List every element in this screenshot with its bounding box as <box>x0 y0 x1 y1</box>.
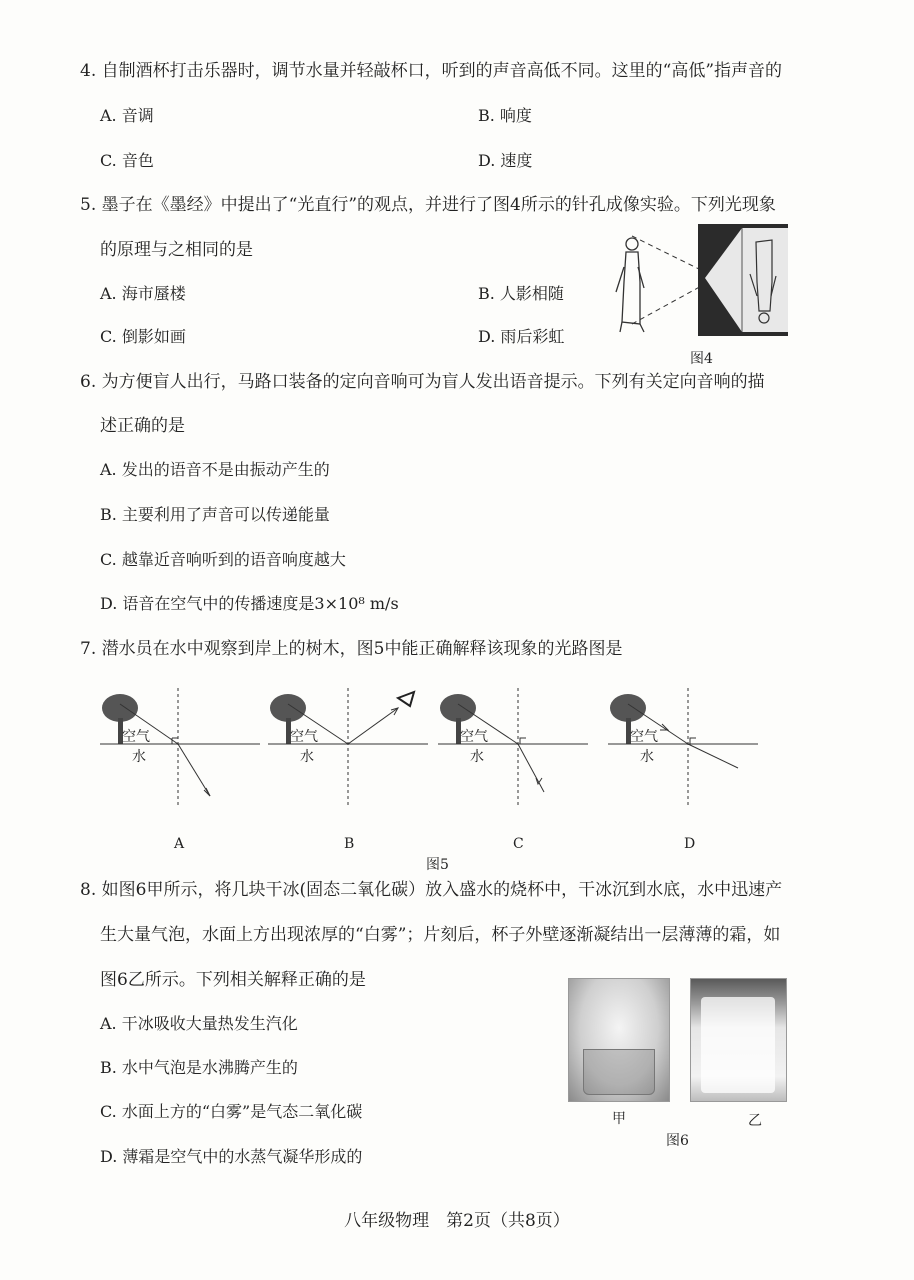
q5-option-a[interactable]: A. 海市蜃楼 <box>100 284 186 303</box>
diagram-d-letter: D <box>684 836 696 852</box>
diagram-a <box>100 688 260 818</box>
q6-stem-line1: 6. 为方便盲人出行，马路口装备的定向音响可为盲人发出语音提示。下列有关定向音响的描 <box>80 372 765 392</box>
q4-option-d[interactable]: D. 速度 <box>478 151 533 170</box>
q4-option-a[interactable]: A. 音调 <box>100 106 154 125</box>
q8-option-d[interactable]: D. 薄霜是空气中的水蒸气凝华形成的 <box>100 1147 363 1166</box>
photo-yi-label: 乙 <box>748 1113 762 1129</box>
q4-stem: 4. 自制酒杯打击乐器时，调节水量并轻敲杯口，听到的声音高低不同。这里的“高低”指声音的 <box>80 61 783 81</box>
diagram-b-letter: B <box>344 836 355 852</box>
q5-option-d[interactable]: D. 雨后彩虹 <box>478 327 565 346</box>
q6-option-d[interactable]: D. 语音在空气中的传播速度是3×10⁸ m/s <box>100 594 399 613</box>
q5-stem-line1: 5. 墨子在《墨经》中提出了“光直行”的观点，并进行了图4所示的针孔成像实验。下列光现象 <box>80 195 776 215</box>
q6-option-b[interactable]: B. 主要利用了声音可以传递能量 <box>100 505 330 524</box>
q4-option-b[interactable]: B. 响度 <box>478 106 532 125</box>
diagram-d <box>608 688 768 818</box>
q6-option-a[interactable]: A. 发出的语音不是由振动产生的 <box>100 460 330 479</box>
q8-option-c[interactable]: C. 水面上方的“白雾”是气态二氧化碳 <box>100 1102 363 1121</box>
water-label: 水 <box>640 749 654 765</box>
q8-option-a[interactable]: A. 干冰吸收大量热发生汽化 <box>100 1014 298 1033</box>
q8-stem-line3: 图6乙所示。下列相关解释正确的是 <box>100 970 366 990</box>
water-label: 水 <box>470 749 484 765</box>
photo-jia-label: 甲 <box>612 1111 626 1127</box>
q5-option-c[interactable]: C. 倒影如画 <box>100 327 186 346</box>
water-label: 水 <box>132 749 146 765</box>
air-label: 空气 <box>290 729 318 745</box>
q5-option-b[interactable]: B. 人影相随 <box>478 284 564 303</box>
pinhole-figure <box>610 222 795 342</box>
q4-option-c[interactable]: C. 音色 <box>100 151 154 170</box>
eye-icon <box>398 692 414 706</box>
q6-option-c[interactable]: C. 越靠近音响听到的语音响度越大 <box>100 550 346 569</box>
figure-4-caption: 图4 <box>690 351 713 367</box>
person-figure <box>616 238 644 332</box>
diagram-c <box>438 688 598 818</box>
air-label: 空气 <box>122 729 150 745</box>
photo-yi <box>690 978 787 1102</box>
water-label: 水 <box>300 749 314 765</box>
page-footer: 八年级物理 第2页（共8页） <box>344 1211 570 1231</box>
air-label: 空气 <box>460 729 488 745</box>
figure-5-caption: 图5 <box>426 857 449 873</box>
q8-option-b[interactable]: B. 水中气泡是水沸腾产生的 <box>100 1058 298 1077</box>
figure-6-caption: 图6 <box>666 1133 689 1149</box>
diagram-b <box>268 688 428 818</box>
q5-stem-line2: 的原理与之相同的是 <box>100 240 253 260</box>
photo-jia <box>568 978 670 1102</box>
q7-stem: 7. 潜水员在水中观察到岸上的树木，图5中能正确解释该现象的光路图是 <box>80 639 623 659</box>
q8-stem-line1: 8. 如图6甲所示，将几块干冰(固态二氧化碳）放入盛水的烧杯中，干冰沉到水底，水中迅速产 <box>80 880 783 900</box>
diagram-a-letter: A <box>174 836 185 852</box>
diagram-c-letter: C <box>513 836 524 852</box>
air-label: 空气 <box>630 729 658 745</box>
q6-stem-line2: 述正确的是 <box>100 416 185 436</box>
q8-stem-line2: 生大量气泡，水面上方出现浓厚的“白雾”；片刻后，杯子外壁逐渐凝结出一层薄薄的霜，如 <box>100 925 781 945</box>
